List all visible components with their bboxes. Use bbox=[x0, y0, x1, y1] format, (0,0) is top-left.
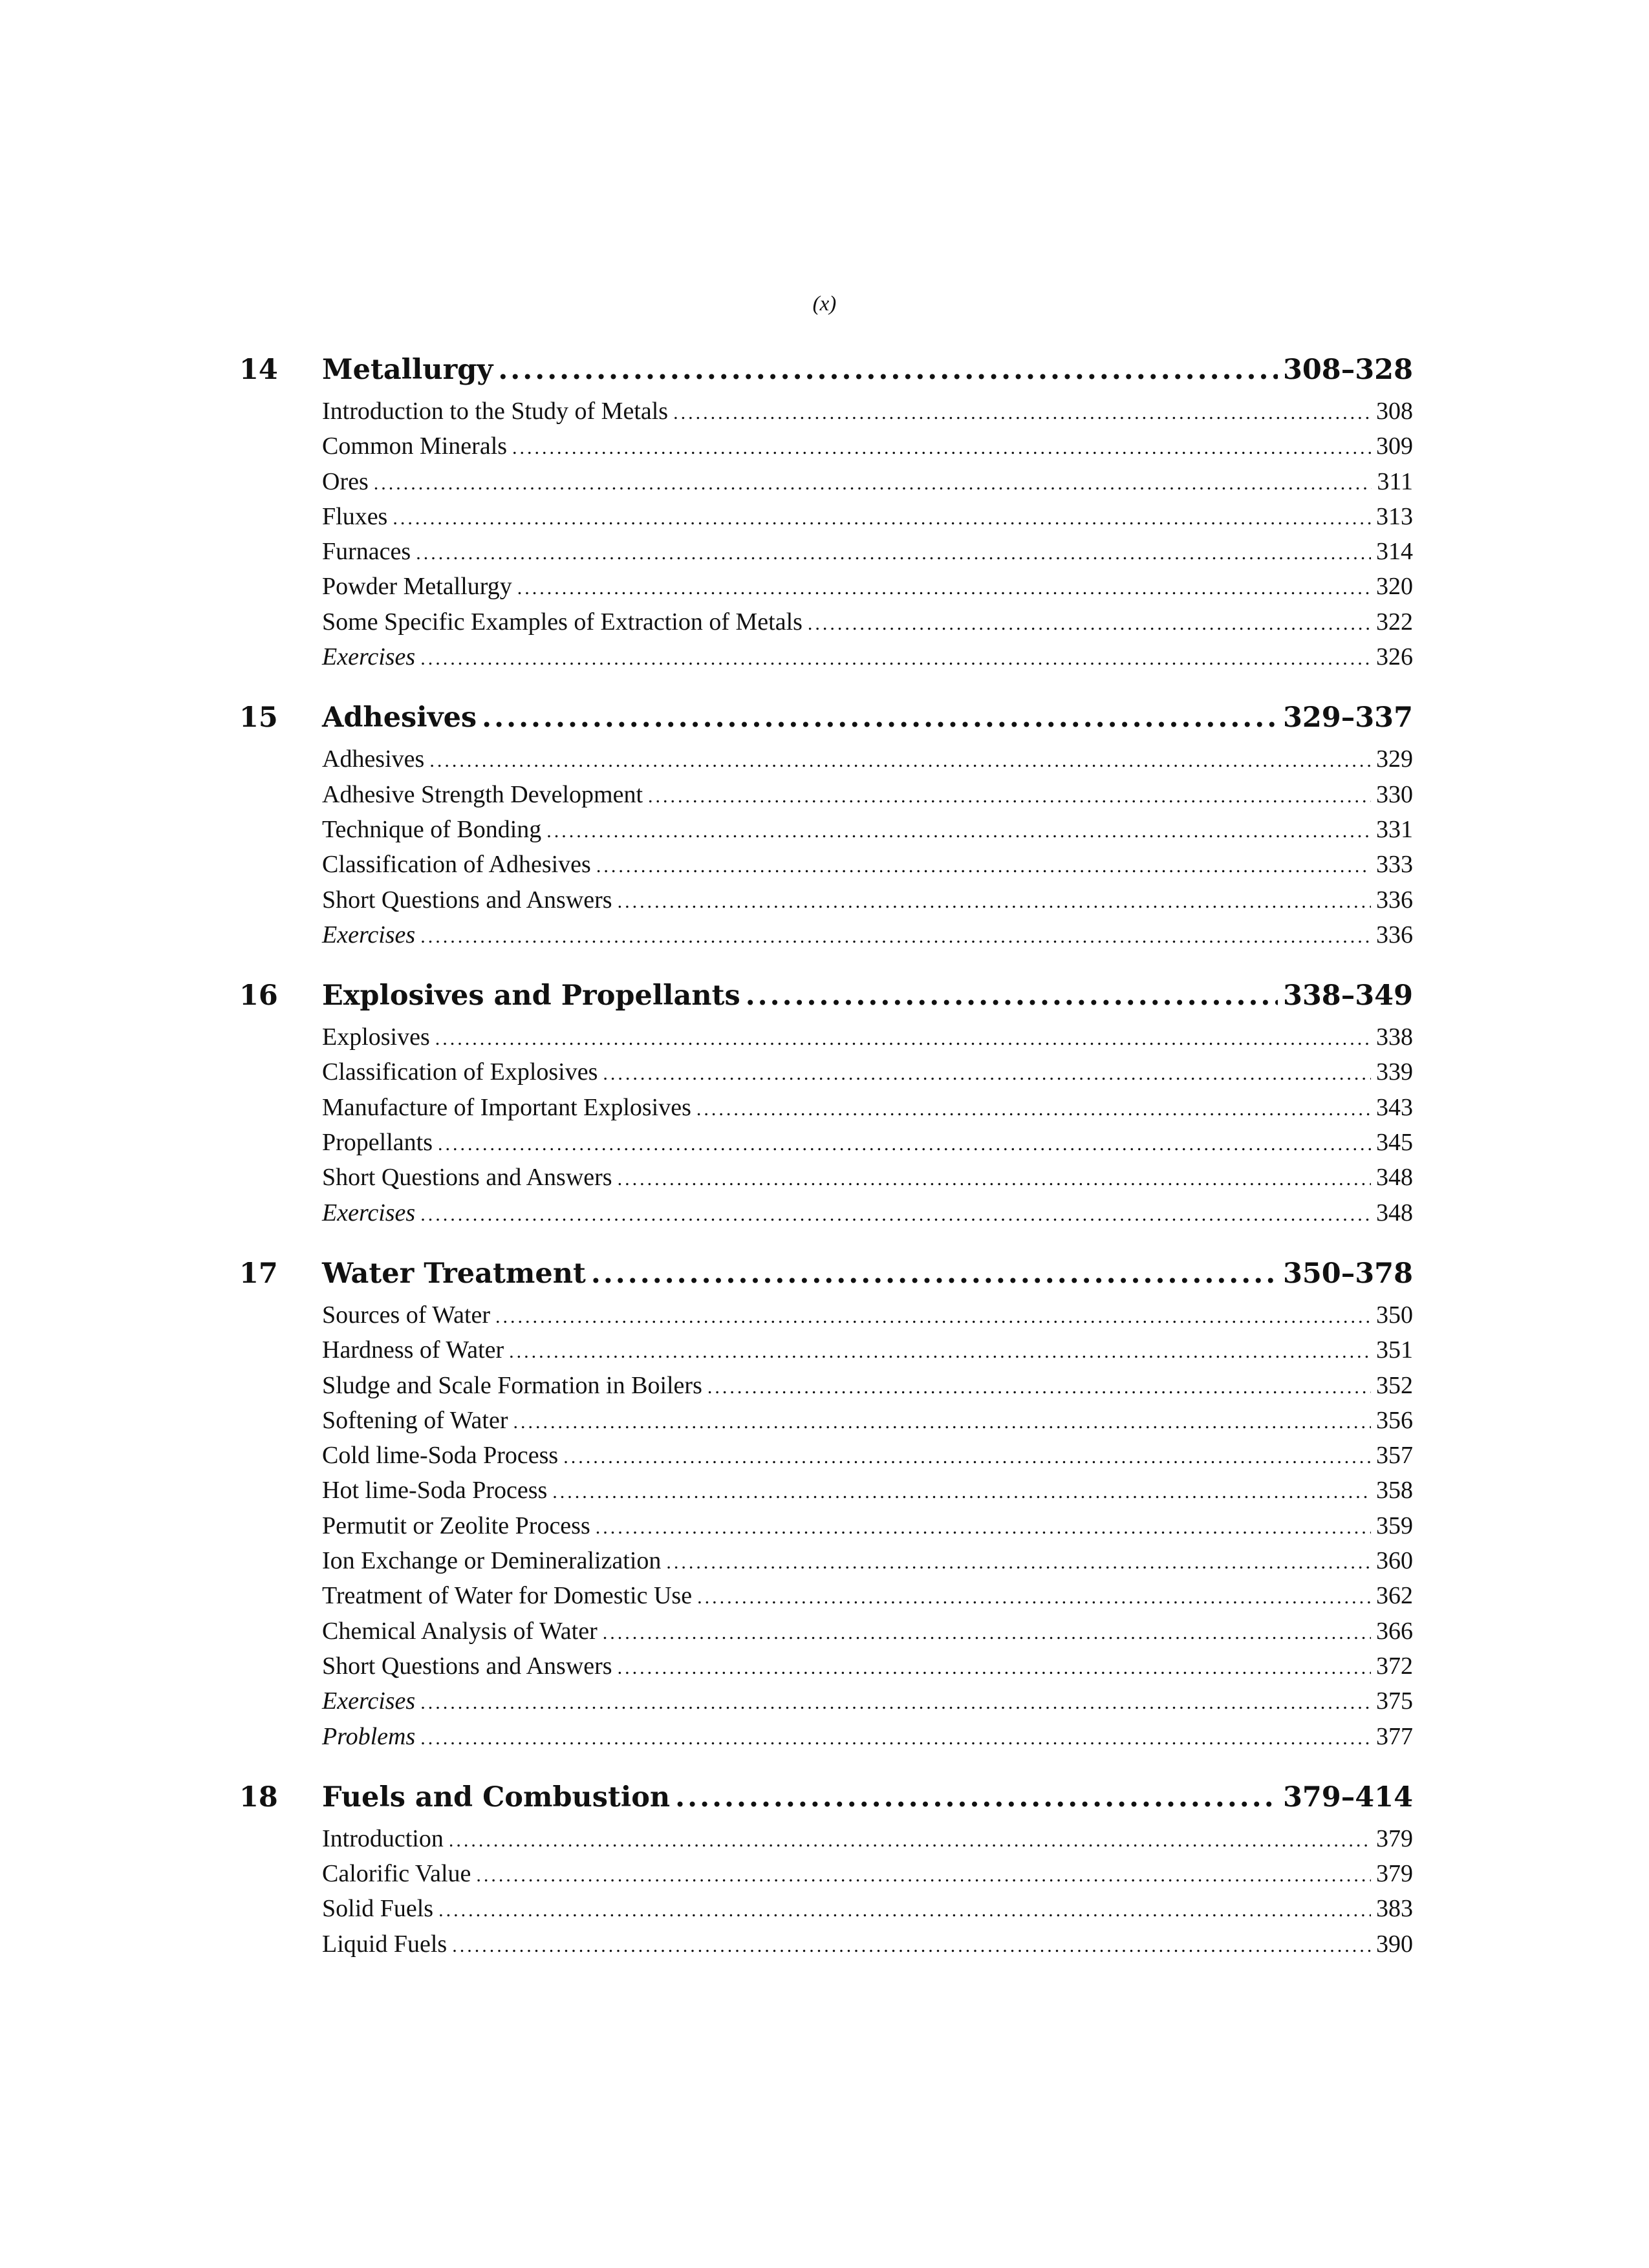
chapter bbox=[239, 694, 1413, 952]
chapter-title: Fuels and Combustion bbox=[322, 1781, 671, 1813]
dot-leader bbox=[603, 1616, 1371, 1651]
dot-leader bbox=[746, 972, 1278, 1020]
toc-entry[interactable] bbox=[322, 1438, 1413, 1473]
toc-entry[interactable] bbox=[322, 1856, 1413, 1891]
toc-entry[interactable] bbox=[322, 1332, 1413, 1367]
chapter-number: 17 bbox=[239, 1257, 278, 1290]
entry-title: Classification of Explosives bbox=[322, 1058, 598, 1086]
entry-title: Sources of Water bbox=[322, 1301, 491, 1329]
entry-page-number: 311 bbox=[1377, 467, 1413, 495]
toc-entry[interactable] bbox=[322, 1298, 1413, 1332]
toc-entry[interactable] bbox=[322, 639, 1413, 674]
toc-entry[interactable] bbox=[322, 1508, 1413, 1543]
entry-title: Adhesives bbox=[322, 745, 425, 773]
dot-leader bbox=[618, 1162, 1371, 1197]
entry-page-number: 343 bbox=[1376, 1093, 1413, 1121]
chapter bbox=[239, 1773, 1413, 1962]
entry-title: Introduction bbox=[322, 1824, 444, 1852]
dot-leader bbox=[420, 1197, 1371, 1232]
entry-page-number: 313 bbox=[1376, 502, 1413, 530]
dot-leader bbox=[517, 571, 1371, 606]
entry-page-number: 336 bbox=[1376, 886, 1413, 914]
toc-entry[interactable] bbox=[322, 464, 1413, 499]
entry-page-number: 330 bbox=[1376, 780, 1413, 808]
toc-entry[interactable] bbox=[322, 1719, 1413, 1754]
dot-leader bbox=[495, 1300, 1371, 1334]
dot-leader bbox=[618, 884, 1371, 919]
toc-entry[interactable] bbox=[322, 1821, 1413, 1856]
chapter-heading[interactable] bbox=[239, 346, 1413, 394]
chapter-number: 14 bbox=[239, 354, 278, 386]
entry-title: Common Minerals bbox=[322, 433, 508, 460]
dot-leader bbox=[374, 466, 1372, 501]
dot-leader bbox=[666, 1545, 1371, 1580]
entry-title: Hot lime-Soda Process bbox=[322, 1477, 548, 1504]
toc-entry[interactable] bbox=[322, 534, 1413, 569]
dot-leader bbox=[482, 694, 1278, 742]
chapter-title: Explosives and Propellants bbox=[322, 979, 740, 1012]
chapter-title: Metallurgy bbox=[322, 354, 493, 386]
chapter-heading[interactable] bbox=[239, 1250, 1413, 1298]
toc-entry[interactable] bbox=[322, 429, 1413, 464]
dot-leader bbox=[393, 501, 1371, 536]
dot-leader bbox=[438, 1127, 1371, 1162]
dot-leader bbox=[420, 1685, 1371, 1720]
entry-page-number: 379 bbox=[1376, 1824, 1413, 1852]
section-list bbox=[239, 1020, 1413, 1230]
toc-entry[interactable] bbox=[322, 394, 1413, 429]
chapter bbox=[239, 972, 1413, 1230]
chapter bbox=[239, 1250, 1413, 1754]
entry-title: Short Questions and Answers bbox=[322, 886, 612, 914]
dot-leader bbox=[552, 1475, 1371, 1510]
toc-entry[interactable] bbox=[322, 847, 1413, 882]
toc-entry[interactable] bbox=[322, 1684, 1413, 1718]
dot-leader bbox=[697, 1580, 1371, 1615]
toc-entry[interactable] bbox=[322, 1614, 1413, 1649]
chapter-page-range: 308–328 bbox=[1282, 354, 1413, 386]
toc-entry[interactable] bbox=[322, 1403, 1413, 1438]
entry-page-number: 320 bbox=[1376, 573, 1413, 601]
toc-entry[interactable] bbox=[322, 1020, 1413, 1054]
section-list bbox=[239, 1821, 1413, 1962]
toc-entry[interactable] bbox=[322, 1125, 1413, 1160]
entry-title: Exercises bbox=[322, 1687, 416, 1715]
dot-leader bbox=[498, 346, 1278, 394]
chapter-heading[interactable] bbox=[239, 972, 1413, 1020]
chapter-page-range: 379–414 bbox=[1282, 1781, 1413, 1813]
entry-page-number: 345 bbox=[1376, 1129, 1413, 1157]
entry-title: Technique of Bonding bbox=[322, 815, 542, 843]
toc-entry[interactable] bbox=[322, 742, 1413, 776]
entry-title: Hardness of Water bbox=[322, 1336, 504, 1364]
toc-entry[interactable] bbox=[322, 777, 1413, 812]
toc-entry[interactable] bbox=[322, 1543, 1413, 1578]
entry-page-number: 377 bbox=[1376, 1722, 1413, 1750]
entry-title: Short Questions and Answers bbox=[322, 1652, 612, 1680]
entry-title: Introduction to the Study of Metals bbox=[322, 398, 669, 425]
dot-leader bbox=[435, 1022, 1371, 1056]
toc-entry[interactable] bbox=[322, 1891, 1413, 1926]
entry-title: Adhesive Strength Development bbox=[322, 780, 643, 808]
entry-page-number: 336 bbox=[1376, 921, 1413, 948]
page-number: (x) bbox=[812, 292, 837, 316]
dot-leader bbox=[596, 849, 1371, 884]
entry-title: Calorific Value bbox=[322, 1860, 471, 1888]
entry-title: Explosives bbox=[322, 1023, 430, 1051]
dot-leader bbox=[696, 1092, 1371, 1127]
toc-entry[interactable] bbox=[322, 604, 1413, 639]
entry-page-number: 338 bbox=[1376, 1023, 1413, 1051]
chapter-number: 15 bbox=[239, 701, 278, 734]
entry-title: Solid Fuels bbox=[322, 1895, 434, 1923]
dot-leader bbox=[648, 779, 1371, 814]
dot-leader bbox=[452, 1929, 1371, 1963]
dot-leader bbox=[707, 1370, 1371, 1405]
entry-title: Ores bbox=[322, 467, 369, 495]
entry-title: Permutit or Zeolite Process bbox=[322, 1512, 590, 1539]
toc-entry[interactable] bbox=[322, 1473, 1413, 1508]
dot-leader bbox=[420, 1721, 1371, 1756]
entry-page-number: 331 bbox=[1376, 815, 1413, 843]
entry-title: Propellants bbox=[322, 1129, 433, 1157]
toc-entry[interactable] bbox=[322, 917, 1413, 952]
dot-leader bbox=[420, 919, 1371, 954]
section-list bbox=[239, 1298, 1413, 1754]
entry-title: Treatment of Water for Domestic Use bbox=[322, 1582, 693, 1610]
entry-page-number: 333 bbox=[1376, 851, 1413, 879]
entry-title: Short Questions and Answers bbox=[322, 1164, 612, 1192]
dot-leader bbox=[476, 1858, 1371, 1893]
entry-page-number: 348 bbox=[1376, 1199, 1413, 1226]
entry-page-number: 383 bbox=[1376, 1895, 1413, 1923]
table-of-contents bbox=[239, 346, 1413, 1981]
entry-page-number: 309 bbox=[1376, 433, 1413, 460]
entry-page-number: 352 bbox=[1376, 1371, 1413, 1399]
toc-entry[interactable] bbox=[322, 812, 1413, 847]
entry-title: Fluxes bbox=[322, 502, 388, 530]
toc-entry[interactable] bbox=[322, 883, 1413, 917]
dot-leader bbox=[546, 814, 1371, 849]
entry-page-number: 351 bbox=[1376, 1336, 1413, 1364]
toc-entry[interactable] bbox=[322, 1927, 1413, 1962]
dot-leader bbox=[603, 1056, 1371, 1091]
dot-leader bbox=[512, 431, 1371, 465]
chapter-heading[interactable] bbox=[239, 1773, 1413, 1821]
entry-title: Exercises bbox=[322, 643, 416, 671]
section-list bbox=[239, 742, 1413, 952]
chapter-number: 16 bbox=[239, 979, 278, 1012]
dot-leader bbox=[509, 1334, 1371, 1369]
chapter-title: Water Treatment bbox=[322, 1257, 586, 1290]
entry-title: Problems bbox=[322, 1722, 416, 1750]
entry-page-number: 356 bbox=[1376, 1406, 1413, 1434]
entry-page-number: 362 bbox=[1376, 1582, 1413, 1610]
dot-leader bbox=[513, 1405, 1371, 1440]
entry-title: Classification of Adhesives bbox=[322, 851, 591, 879]
dot-leader bbox=[618, 1651, 1371, 1685]
toc-entry[interactable] bbox=[322, 1195, 1413, 1230]
entry-page-number: 339 bbox=[1376, 1058, 1413, 1086]
chapter-page-range: 338–349 bbox=[1282, 979, 1413, 1012]
dot-leader bbox=[420, 641, 1371, 676]
toc-entry[interactable] bbox=[322, 1578, 1413, 1613]
toc-entry[interactable] bbox=[322, 499, 1413, 534]
toc-entry[interactable] bbox=[322, 1090, 1413, 1125]
toc-entry[interactable] bbox=[322, 1368, 1413, 1403]
entry-page-number: 348 bbox=[1376, 1164, 1413, 1192]
entry-page-number: 359 bbox=[1376, 1512, 1413, 1539]
dot-leader bbox=[563, 1440, 1371, 1475]
chapter-heading[interactable] bbox=[239, 694, 1413, 742]
entry-page-number: 350 bbox=[1376, 1301, 1413, 1329]
entry-title: Powder Metallurgy bbox=[322, 573, 512, 601]
entry-page-number: 372 bbox=[1376, 1652, 1413, 1680]
entry-page-number: 329 bbox=[1376, 745, 1413, 773]
chapter-number: 18 bbox=[239, 1781, 278, 1813]
entry-title: Furnaces bbox=[322, 538, 411, 566]
chapter bbox=[239, 346, 1413, 674]
section-list bbox=[239, 394, 1413, 674]
entry-title: Cold lime-Soda Process bbox=[322, 1442, 559, 1470]
entry-page-number: 379 bbox=[1376, 1860, 1413, 1888]
entry-page-number: 314 bbox=[1376, 538, 1413, 566]
entry-title: Manufacture of Important Explosives bbox=[322, 1093, 691, 1121]
entry-page-number: 326 bbox=[1376, 643, 1413, 671]
entry-page-number: 375 bbox=[1376, 1687, 1413, 1715]
entry-title: Chemical Analysis of Water bbox=[322, 1617, 598, 1645]
toc-entry[interactable] bbox=[322, 1649, 1413, 1684]
chapter-page-range: 329–337 bbox=[1282, 701, 1413, 734]
entry-page-number: 322 bbox=[1376, 608, 1413, 636]
dot-leader bbox=[449, 1823, 1371, 1858]
entry-title: Exercises bbox=[322, 921, 416, 948]
chapter-page-range: 350–378 bbox=[1282, 1257, 1413, 1290]
entry-title: Some Specific Examples of Extraction of Metals bbox=[322, 608, 803, 636]
dot-leader bbox=[596, 1510, 1371, 1545]
entry-title: Softening of Water bbox=[322, 1406, 508, 1434]
entry-page-number: 366 bbox=[1376, 1617, 1413, 1645]
dot-leader bbox=[675, 1773, 1278, 1821]
toc-entry[interactable] bbox=[322, 569, 1413, 604]
toc-entry[interactable] bbox=[322, 1160, 1413, 1195]
dot-leader bbox=[438, 1893, 1371, 1928]
entry-title: Sludge and Scale Formation in Boilers bbox=[322, 1371, 702, 1399]
dot-leader bbox=[429, 744, 1371, 778]
entry-page-number: 390 bbox=[1376, 1930, 1413, 1958]
dot-leader bbox=[808, 606, 1371, 641]
entry-title: Exercises bbox=[322, 1199, 416, 1226]
entry-page-number: 357 bbox=[1376, 1442, 1413, 1470]
entry-page-number: 308 bbox=[1376, 398, 1413, 425]
dot-leader bbox=[591, 1250, 1278, 1298]
entry-page-number: 360 bbox=[1376, 1547, 1413, 1575]
entry-page-number: 358 bbox=[1376, 1477, 1413, 1504]
entry-title: Ion Exchange or Demineralization bbox=[322, 1547, 662, 1575]
toc-entry[interactable] bbox=[322, 1054, 1413, 1089]
dot-leader bbox=[416, 536, 1371, 571]
chapter-title: Adhesives bbox=[322, 701, 477, 734]
entry-title: Liquid Fuels bbox=[322, 1930, 447, 1958]
dot-leader bbox=[673, 396, 1371, 431]
